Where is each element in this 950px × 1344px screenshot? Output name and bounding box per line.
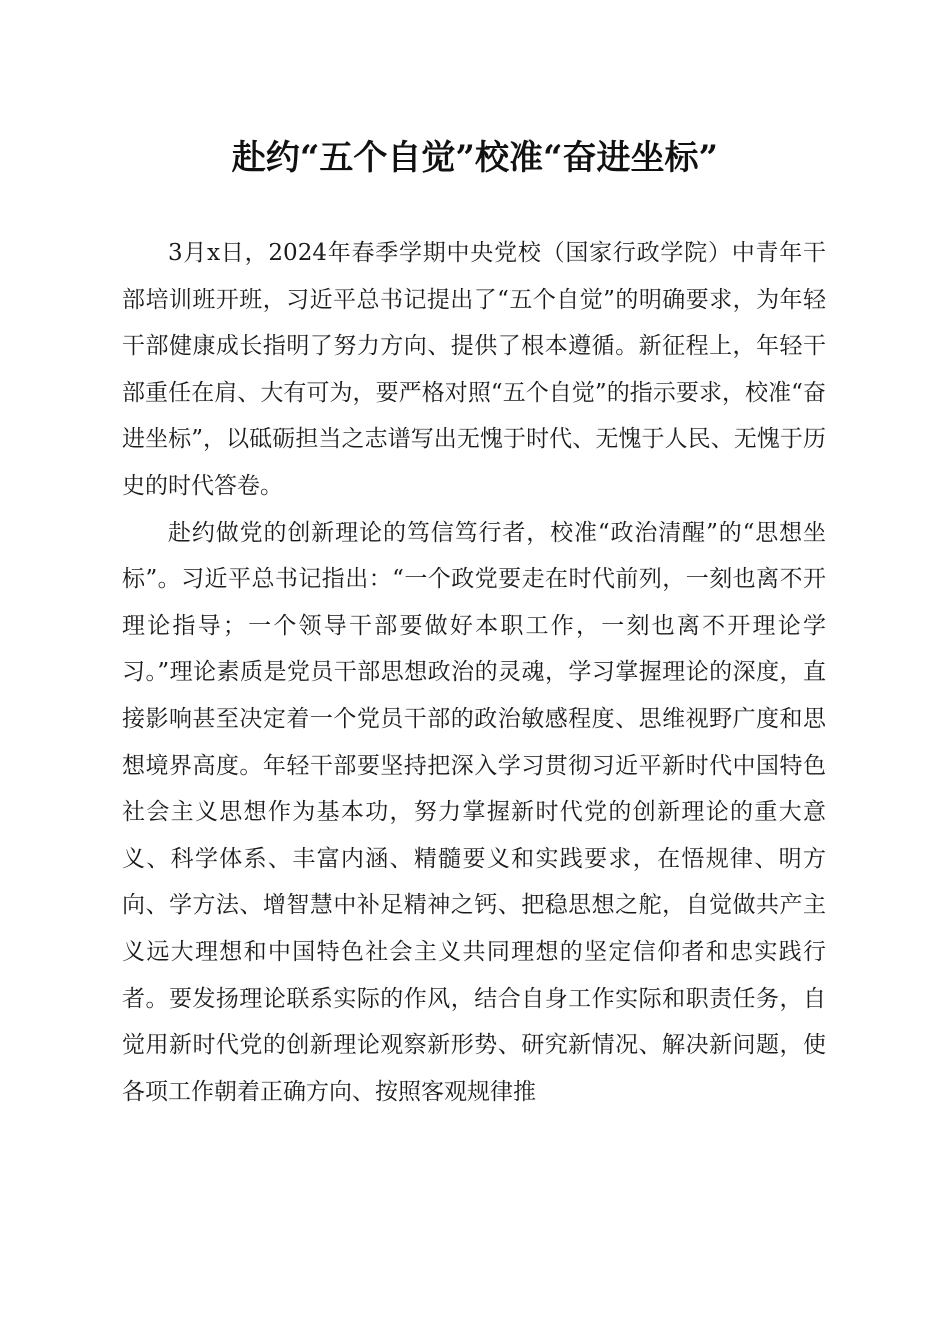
document-title: 赴约“五个自觉”校准“奋进坐标” xyxy=(231,138,719,178)
paragraph-theory: 赴约做党的创新理论的笃信笃行者，校准“政治清醒”的“思想坐标”。习近平总书记指出：“一个政党要走在时代前列，一刻也离不开理论指导；一个领导干部要做好本职工作，一刻也离不开理论学习。”理论素质是党员干部思想政治的灵魂，学习掌握理论的深度，直接影响甚至决定着一个党员干部的政治敏感程度、思维视野广度和思想境界高度。年轻干部要坚持把深入学习贯彻习近平新时代中国特色社会主义思想作为基本功，努力掌握新时代党的创新理论的重大意义、科学体系、丰富内涵、精髓要义和实践要求，在悟规律、明方向、学方法、增智慧中补足精神之钙、把稳思想之舵，自觉做共产主义远大理想和中国特色社会主义共同理想的坚定信仰者和忠实践行者。要发扬理论联系实际的作风，结合自身工作实际和职责任务，自觉用新时代党的创新理论观察新形势、研究新情况、解决新问题，使各项工作朝着正确方向、按照客观规律推 xyxy=(122,519,826,1105)
paragraph-intro: 3月x日，2024年春季学期中央党校（国家行政学院）中青年干部培训班开班，习近平总书记提出了“五个自觉”的明确要求，为年轻干部健康成长指明了努力方向、提供了根本遵循。新征程上，年轻干部重任在肩、大有可为，要严格对照“五个自觉”的指示要求，校准“奋进坐标”，以砥砺担当之志谱写出无愧于时代、无愧于人民、无愧于历史的时代答卷。 xyxy=(122,240,826,499)
document-body xyxy=(122,230,826,1115)
